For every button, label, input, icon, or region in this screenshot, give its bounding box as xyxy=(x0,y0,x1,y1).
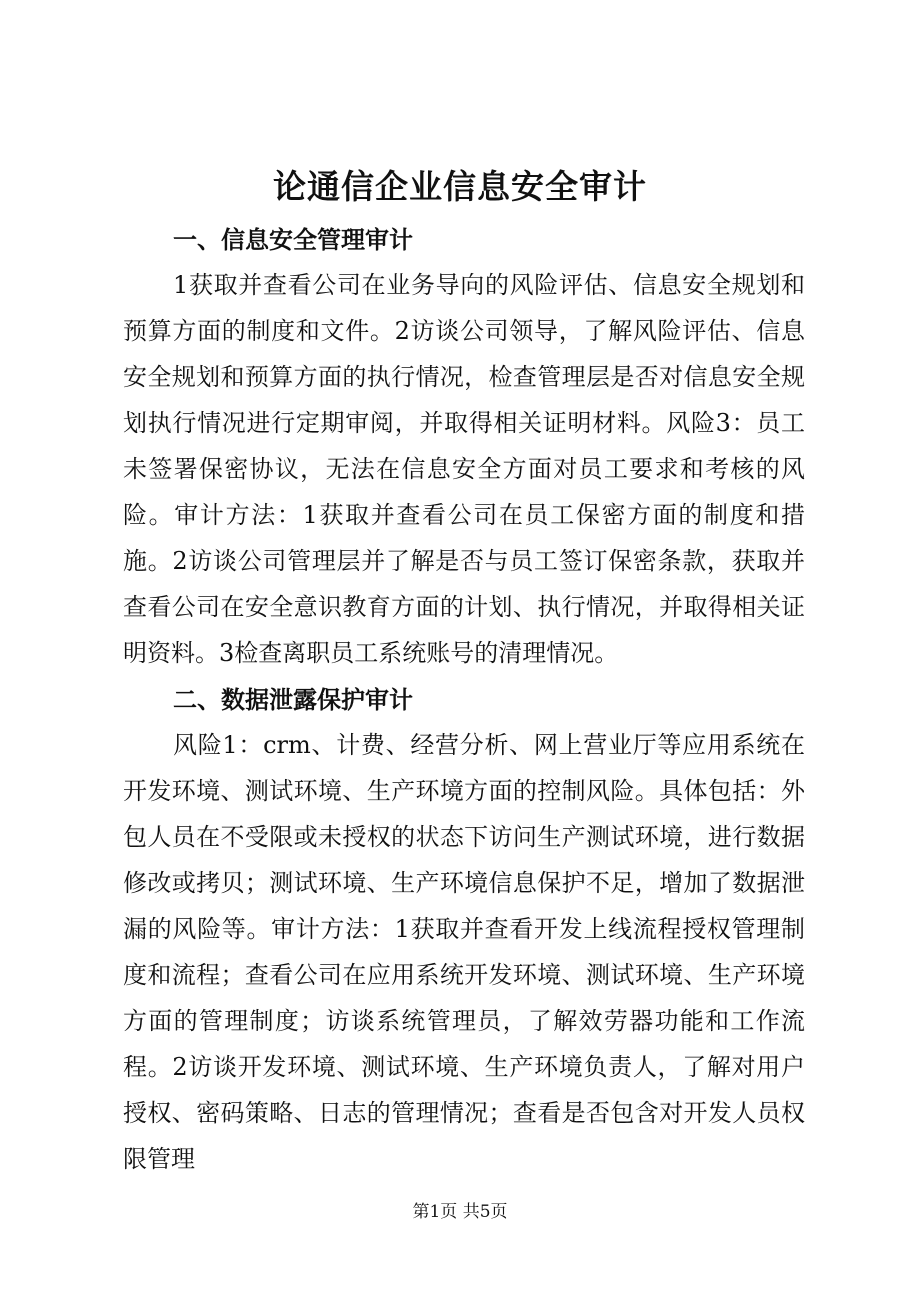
page-number-footer: 第1页 共5页 xyxy=(412,1202,508,1222)
section-paragraph-1: 1获取并查看公司在业务导向的风险评估、信息安全规划和预算方面的制度和文件。2访谈公司领导，了解风险评估、信息安全规划和预算方面的执行情况，检查管理层是否对信息安全规划执行情况进行定期审阅，并取得相关证明材料。风险3：员工未签署保密协议，无法在信息安全方面对员工要求和考核的风险。审计方法：1获取并查看公司在员工保密方面的制度和措施。2访谈公司管理层并了解是否与员工签订保密条款，获取并查看公司在安全意识教育方面的计划、执行情况，并取得相关证明资料。3检查离职员工系统账号的清理情况。 xyxy=(123,271,805,667)
section-heading-1: 一、信息安全管理审计 xyxy=(173,225,413,254)
document-title: 论通信企业信息安全审计 xyxy=(273,167,647,206)
section-paragraph-2: 风险1：crm、计费、经营分析、网上营业厅等应用系统在开发环境、测试环境、生产环境方面的控制风险。具体包括：外包人员在不受限或未授权的状态下访问生产测试环境，进行数据修改或拷贝；测试环境、生产环境信息保护不足，增加了数据泄漏的风险等。审计方法：1获取并查看开发上线流程授权管理制度和流程；查看公司在应用系统开发环境、测试环境、生产环境方面的管理制度；访谈系统管理员，了解效劳器功能和工作流程。2访谈开发环境、测试环境、生产环境负责人，了解对用户授权、密码策略、日志的管理情况；查看是否包含对开发人员权限管理 xyxy=(123,731,805,1173)
section-heading-2: 二、数据泄露保护审计 xyxy=(173,685,413,714)
